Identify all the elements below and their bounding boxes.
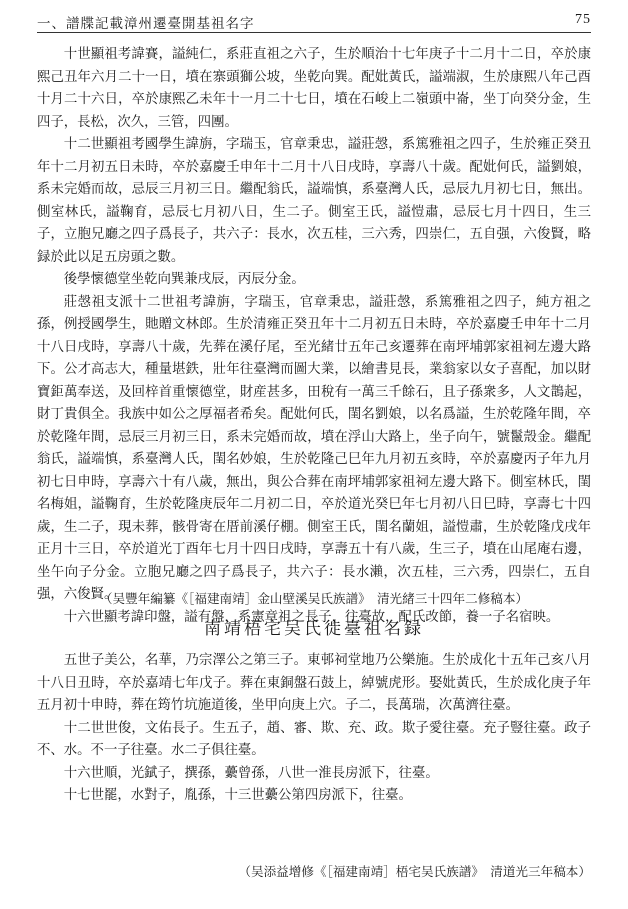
header-rule [37, 32, 591, 33]
source-citation: （吴豐年編纂《［福建南靖］金山壁溪吴氏族譜》 清光緒三十四年二修稿本） [99, 591, 529, 606]
chapter-title: 一、譜牒記載漳州遷臺開基祖名字 [37, 16, 255, 32]
paragraph-tomb-orientation: 後學懷德堂坐乾向巽兼戌辰，丙辰分金。 [63, 272, 305, 287]
list-item: 十七世罷，水對子，胤孫，十三世虆公第四房派下，往臺。 [63, 788, 412, 803]
page-number: 75 [575, 12, 591, 27]
paragraph-sixteenth-gen: 十六世顯考諱印盤，謚有盤，系憲章祖之長子，往臺故，配氏改節，養一子名宿映。 [63, 609, 560, 625]
section-text [37, 650, 591, 808]
main-text [37, 44, 591, 879]
list-item: 十六世順，光錻子，撰孫，虆曾孫，八世一淮長房派下，往臺。 [63, 765, 439, 781]
section-heading: 南靖梧宅吴氏徙臺祖名録 [204, 619, 424, 639]
running-header [37, 12, 591, 34]
paragraph-tenth-gen: 十世顯祖考諱賽，謚純仁，系莊直祖之六子，生於順治十七年庚子十二月十二日，卒於康熙己丑年六月二十一日，墳在寨頭獅公坡，坐乾向巽。配妣黃氏，謚端淑，生於康熙八年己酉十月二十六日，卒於康熙乙未年十一月二十七日，墳在石峻上二嶺頭中崙，坐丁向癸分金，生四子，長松，次久，三管，四團。 [37, 47, 591, 130]
paragraph-twelfth-gen: 十二世顯祖考國學生諱旃，字瑞玉，官章秉忠，謚莊愨，系篤雅祖之四子，生於雍正癸丑年十二月初五日未時，卒於嘉慶壬申年十二月十八日戌時，享壽八十歲。配妣何氏，謚劉娘，系未完婚而故，忌辰三月初三日。繼配翁氏，謚端慎，系臺灣人氏，忌辰九月初七日，無出。側室林氏，謚鞠育，忌辰七月初八日，生二子。側室王氏，謚愷肅，忌辰七月十四日，生三子，立胞兄廳之四子爲長子，共六子：長水，次五桂，三六秀，四崇仁，五自强，六俊賢，略録於此以足五房頭之數。 [37, 137, 591, 265]
paragraph-zhuangque-branch: 莊愨祖支派十二世祖考諱旃，字瑞玉，官章秉忠，謚莊愨，系篤雅祖之四子，純方祖之孫，例授國學生，貤贈文林郎。生於清雍正癸丑年十二月初五日未時，卒於嘉慶壬申年十二月十八日戌時，享壽八十歲，先葬在溪仔尾，至光緒廿五年己亥遷葬在南坪埔郭家祖祠左邊大路下。公才高志大，種量堪鉄，壯年往臺灣而圖大業，以繪書見長，業翁家以女子喜配，加以財寶鉅萬奉送，及回梓首重懷德堂，財産甚多，田稅有一萬三千餘石，且子孫衆多，人文鵲起，財丁貴俱全。我族中如公之厚福者希矣。配妣何氏，閨名劉娘，以名爲謚，生於乾隆年間，卒於乾隆年間，忌辰三月初三日，系未完婚而故，墳在浮山大路上，坐子向午，號鬣殼金。繼配翁氏，謚端慎，系臺灣人氏，閨名妙娘，生於乾隆己巳年九月初五亥時，卒於嘉慶丙子年九月初七日申時，享壽六十有八歲，無出，與公合葬在南坪埔郭家祖祠左邊大路下。側室林氏，閨名梅姐，謚鞠育，生於乾隆庚辰年二月初二日，卒於道光癸巳年七月初八日巳時，享壽七十四歲，生二子，現未葬，骸骨寄在厝前溪仔棚。側室王氏，閨名蘭姐，謚愷肅，生於乾隆戊戌年正月十三日，卒於道光丁酉年七月十四日戌時，享壽五十有八歲，生三子，墳在山尾庵右邊，坐午向子分金。立胞兄廳之四子爲長子，共六子：長水瀨，次五桂，三六秀，四崇仁，五自强，六俊賢。 [37, 294, 591, 602]
list-item: 十二世世俊，文佑長子。生五子，趙、審、欺、充、政。欺子愛往臺。充子豎往臺。政子不、水。不一子往臺。水二子俱往臺。 [37, 720, 591, 758]
source-citation: （吴添益增修《［福建南靖］梧宅吴氏族譜》 清道光三年稿本） [238, 864, 591, 879]
list-item: 五世子美公，名華，乃宗澤公之第三子。東邨祠堂地乃公樂施。生於成化十五年己亥八月十八日丑時，卒於嘉靖七年戊子。葬在東銅盤石鼓上，綽號虎形。娶妣黃氏，生於成化庚子年五月初十申時，葬在筠竹坑施道後，坐甲向庚上穴。子二，長萬瑞，次萬濟往臺。 [37, 653, 591, 713]
